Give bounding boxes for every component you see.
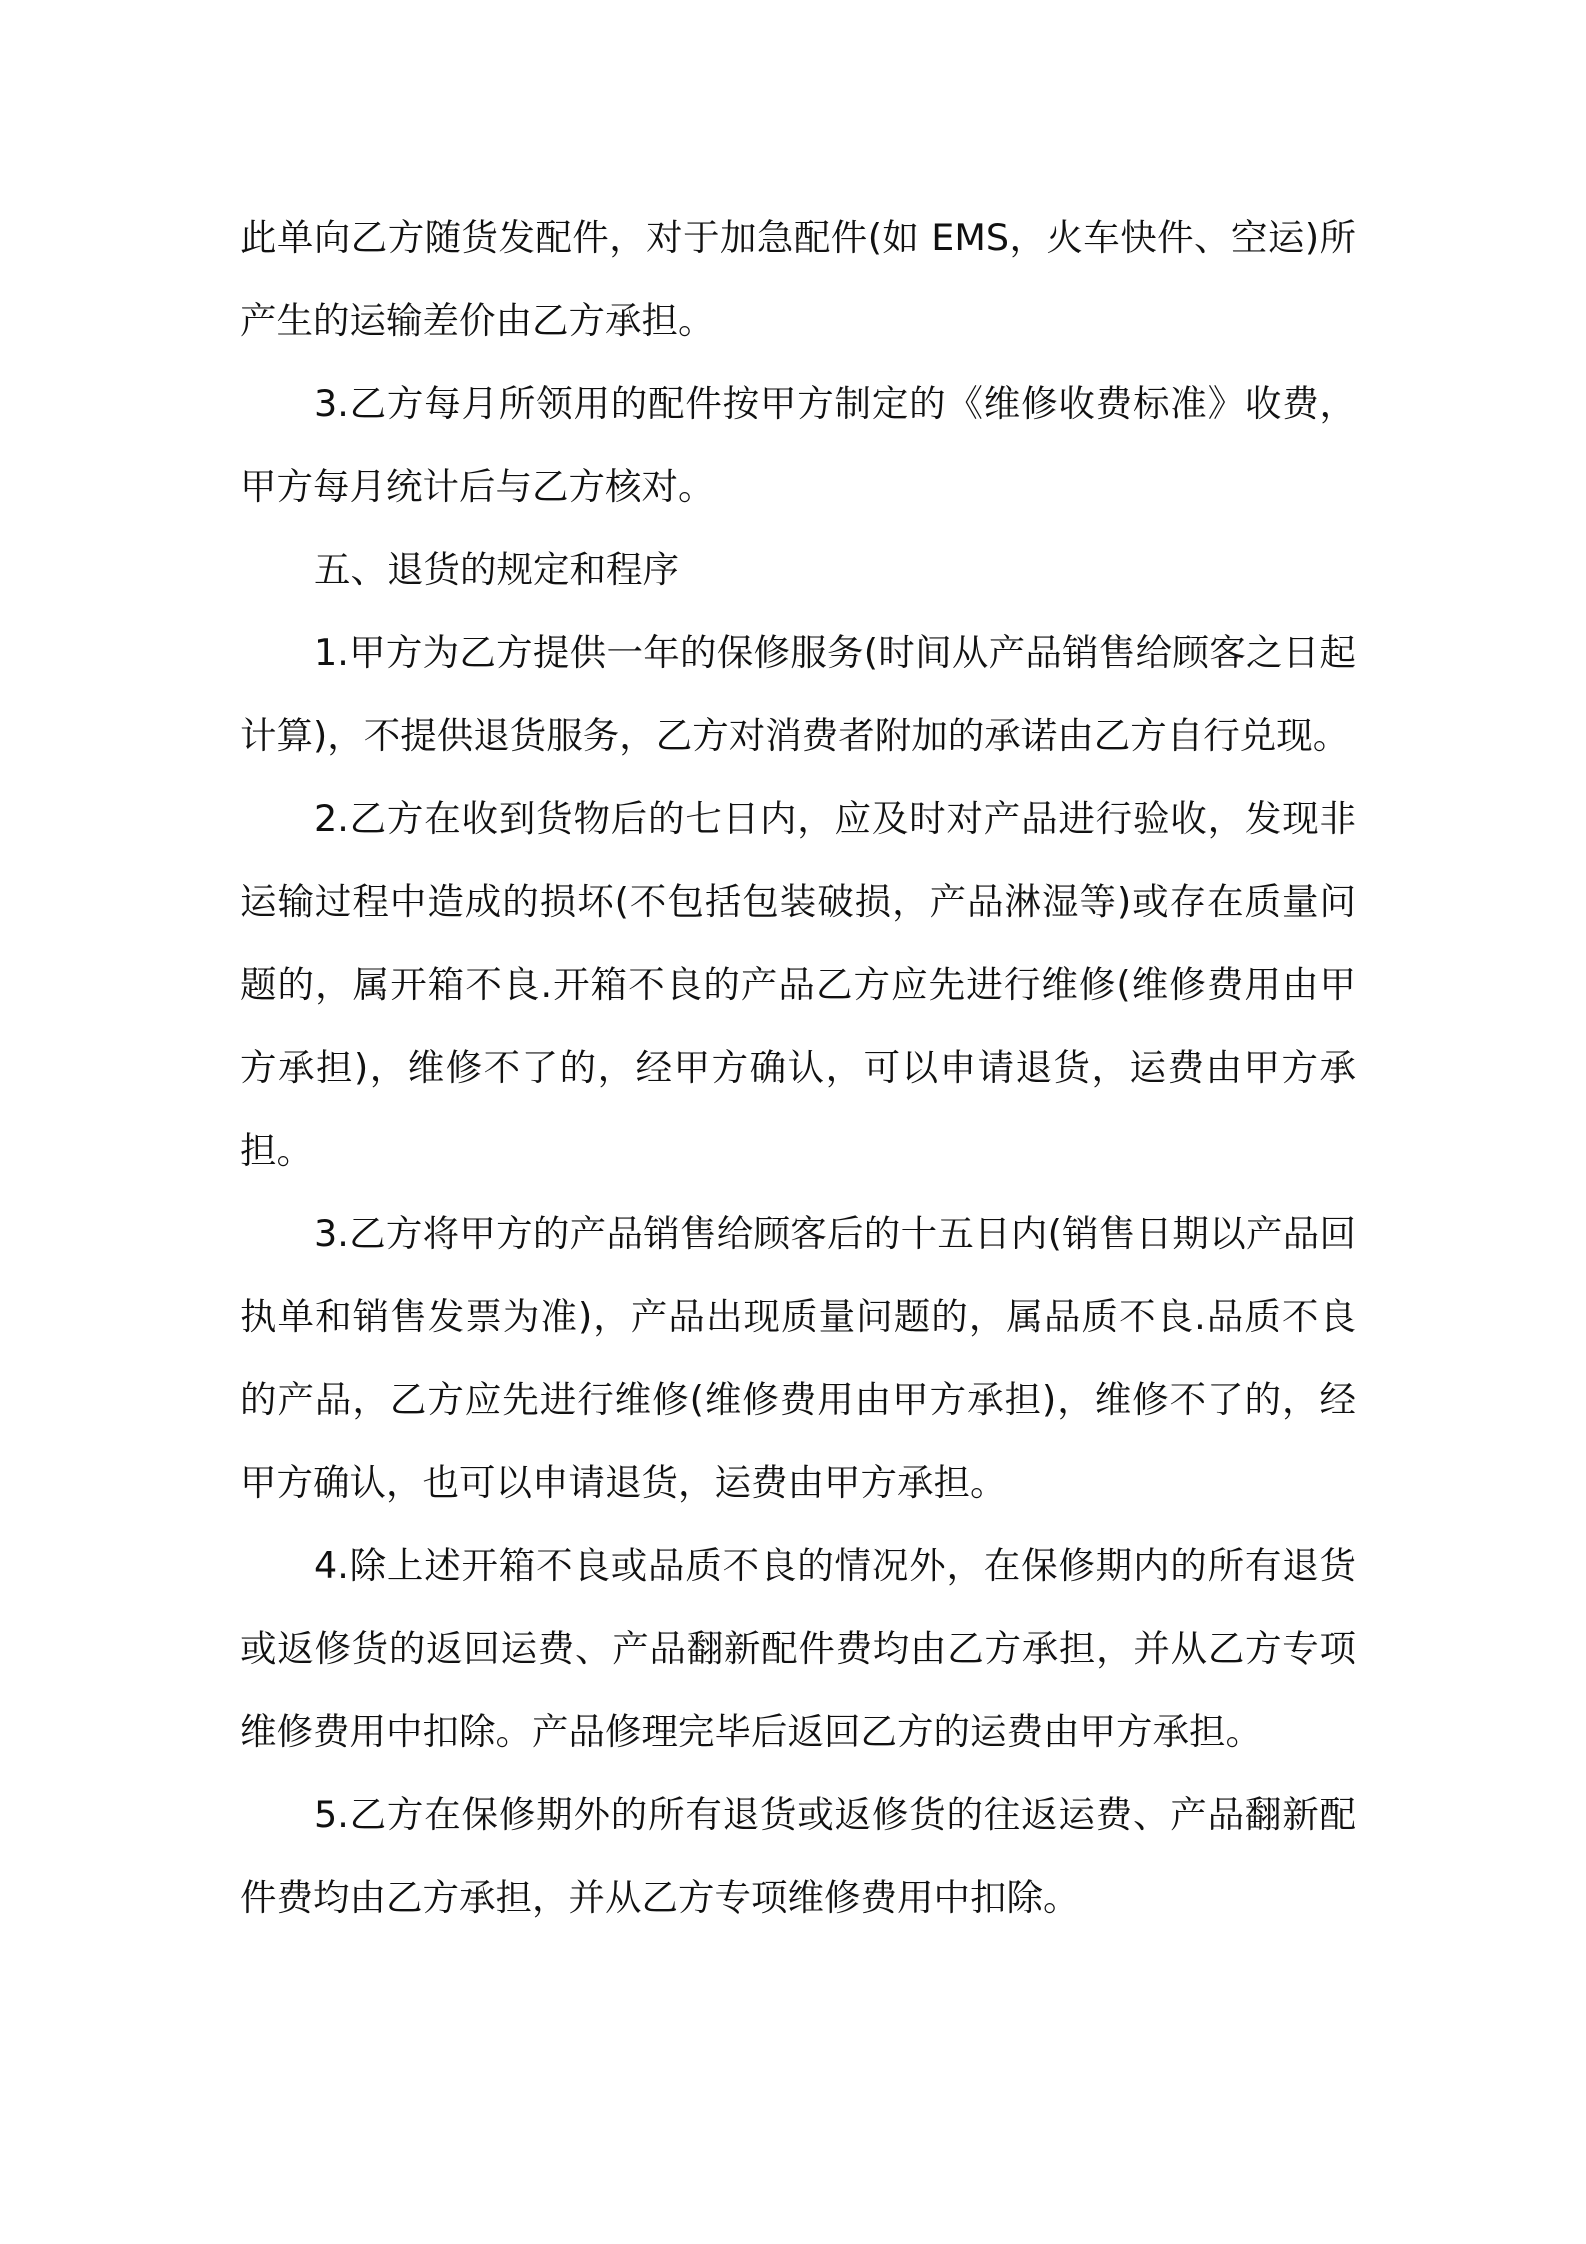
section-heading-returns: 五、退货的规定和程序 — [314, 548, 679, 591]
paragraph-quality-defect: 3.乙方将甲方的产品销售给顾客后的十五日内(销售日期以产品回执单和销售发票为准)，产品出现质量问题的，属品质不良.品质不良的产品，乙方应先进行维修(维修费用由甲方承担)，维修不了的，经甲方确认，也可以申请退货，运费由甲方承担。 — [240, 1212, 1356, 1504]
paragraph-shipping-cost: 此单向乙方随货发配件，对于加急配件(如 EMS，火车快件、空运)所产生的运输差价由乙方承担。 — [240, 216, 1356, 342]
paragraph-warranty-service: 1.甲方为乙方提供一年的保修服务(时间从产品销售给顾客之日起计算)，不提供退货服务，乙方对消费者附加的承诺由乙方自行兑现。 — [240, 631, 1356, 757]
paragraph-parts-fee: 3.乙方每月所领用的配件按甲方制定的《维修收费标准》收费，甲方每月统计后与乙方核对。 — [240, 382, 1356, 508]
paragraph-unboxing-defect: 2.乙方在收到货物后的七日内，应及时对产品进行验收，发现非运输过程中造成的损坏(不包括包装破损，产品淋湿等)或存在质量问题的，属开箱不良.开箱不良的产品乙方应先进行维修(维修费用由甲方承担)，维修不了的，经甲方确认，可以申请退货，运费由甲方承担。 — [240, 797, 1356, 1172]
paragraph-out-of-warranty-returns: 5.乙方在保修期外的所有退货或返修货的往返运费、产品翻新配件费均由乙方承担，并从乙方专项维修费用中扣除。 — [240, 1793, 1356, 1919]
document-body — [240, 196, 1356, 1939]
paragraph-in-warranty-returns: 4.除上述开箱不良或品质不良的情况外，在保修期内的所有退货或返修货的返回运费、产品翻新配件费均由乙方承担，并从乙方专项维修费用中扣除。产品修理完毕后返回乙方的运费由甲方承担。 — [240, 1544, 1356, 1753]
